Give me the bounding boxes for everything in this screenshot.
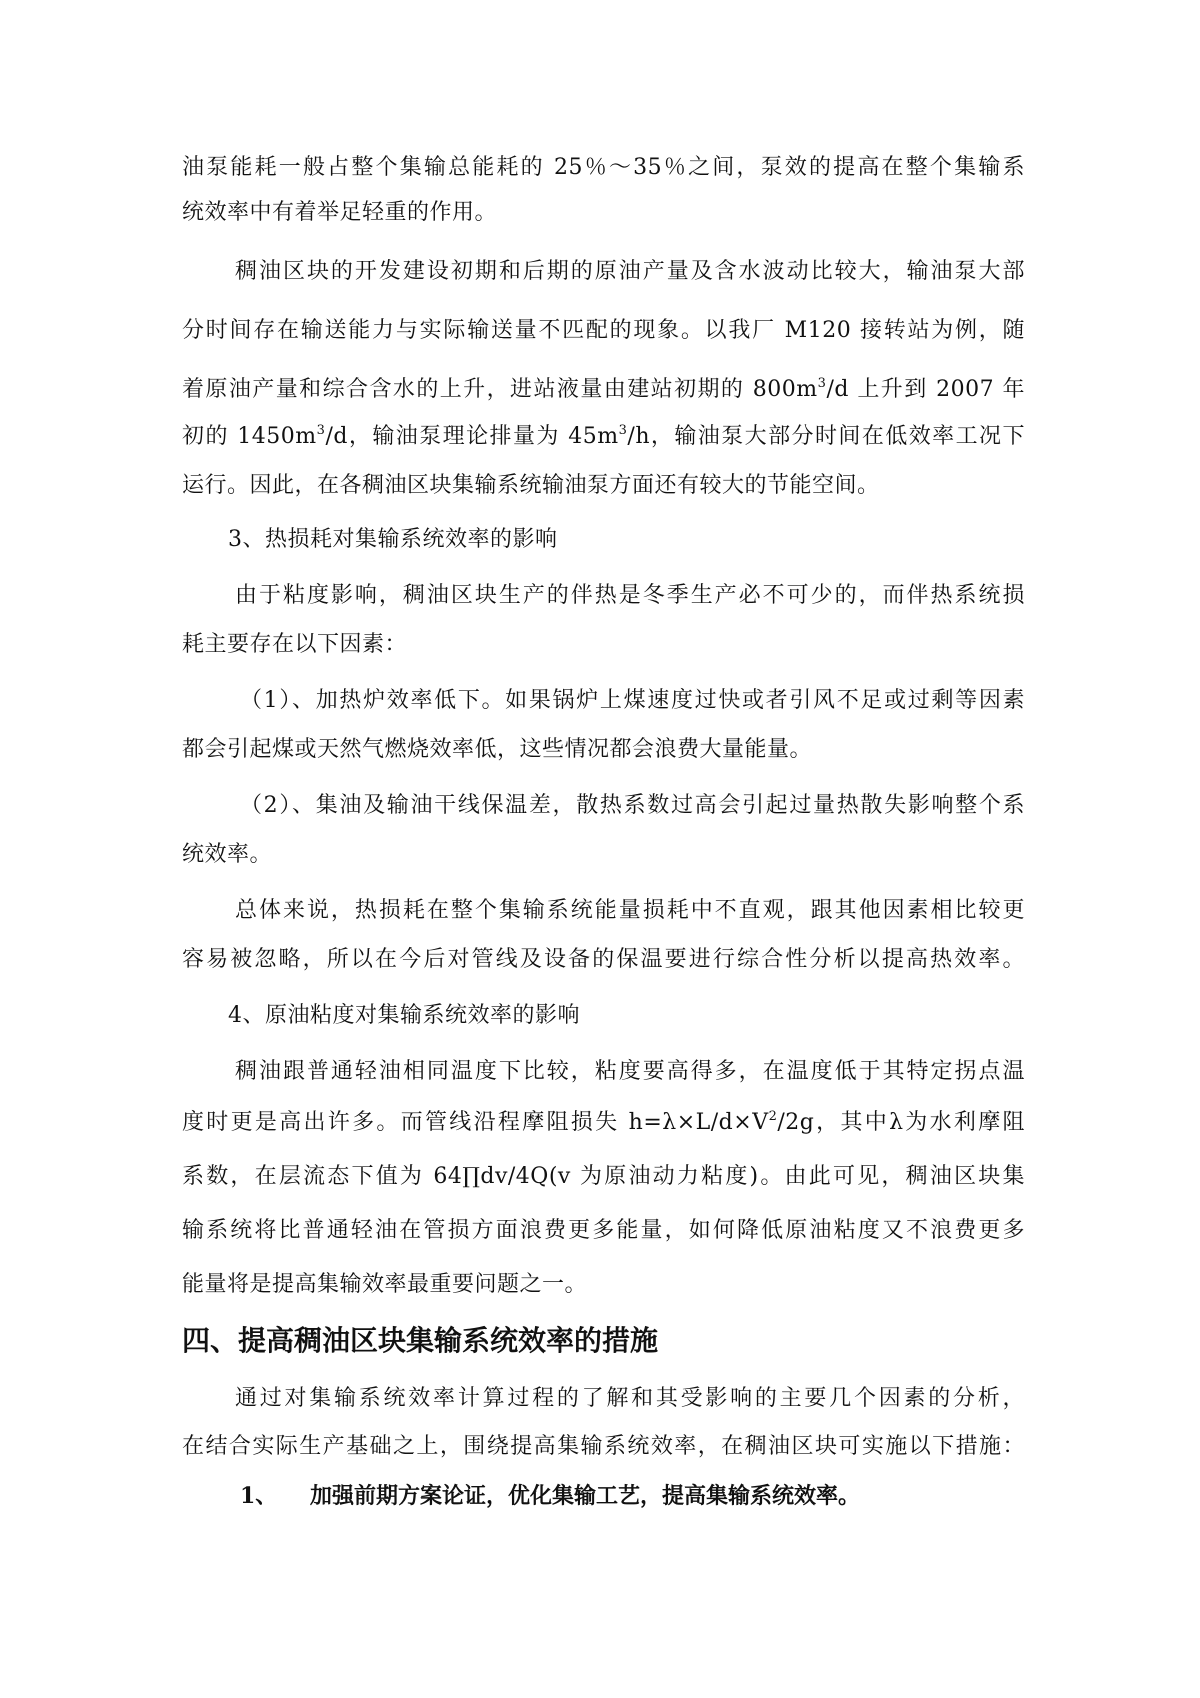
list-item-text: 加强前期方案论证，优化集输工艺，提高集输系统效率。 [310,1483,861,1509]
paragraph-line: 耗主要存在以下因素： [182,632,408,657]
superscript: 3 [316,423,326,438]
superscript: 2 [768,1109,778,1124]
paragraph-line: 输系统将比普通轻油在管损方面浪费更多能量，如何降低原油粘度又不浪费更多 [182,1218,1025,1243]
list-item-number: 1、 [240,1483,278,1509]
paragraph-line: 稠油跟普通轻油相同温度下比较，粘度要高得多，在温度低于其特定拐点温 [235,1059,1025,1084]
paragraph-line: 统效率。 [182,842,273,867]
text-span: 着原油产量和综合含水的上升，进站液量由建站初期的 800m [182,377,818,402]
paragraph-line: 油泵能耗一般占整个集输总能耗的 25％～35％之间，泵效的提高在整个集输系 [182,155,1025,180]
text-span: 度时更是高出许多。而管线沿程摩阻损失 h=λ×L/d×V [182,1110,769,1135]
paragraph-line: 容易被忽略，所以在今后对管线及设备的保温要进行综合性分析以提高热效率。 [182,947,1025,972]
paragraph-line [182,375,1025,405]
text-span: 初的 1450m [182,424,317,449]
paragraph-line: 分时间存在输送能力与实际输送量不匹配的现象。以我厂 M120 接转站为例，随 [182,318,1025,343]
superscript: 3 [618,423,628,438]
paragraph-line: 能量将是提高集输效率最重要问题之一。 [182,1272,588,1297]
superscript: 3 [817,376,827,391]
paragraph-line: 由于粘度影响，稠油区块生产的伴热是冬季生产必不可少的，而伴热系统损 [235,583,1025,608]
paragraph-line: 在结合实际生产基础之上，围绕提高集输系统效率，在稠油区块可实施以下措施： [182,1434,1025,1459]
paragraph-line: 系数，在层流态下值为 64∏dv/4Q(v 为原油动力粘度)。由此可见，稠油区块集 [182,1164,1025,1189]
paragraph-line: 稠油区块的开发建设初期和后期的原油产量及含水波动比较大，输油泵大部 [235,259,1025,284]
section-subheading: 4、原油粘度对集输系统效率的影响 [228,1003,580,1028]
paragraph-line: （2）、集油及输油干线保温差，散热系数过高会引起过量热散失影响整个系 [240,793,1025,818]
paragraph-line: 都会引起煤或天然气燃烧效率低，这些情况都会浪费大量能量。 [182,737,813,762]
paragraph-line: 统效率中有着举足轻重的作用。 [182,200,498,225]
paragraph-line: 总体来说，热损耗在整个集输系统能量损耗中不直观，跟其他因素相比较更 [235,898,1025,923]
paragraph-line: （1）、加热炉效率低下。如果锅炉上煤速度过快或者引风不足或过剩等因素 [240,688,1025,713]
section-subheading: 3、热损耗对集输系统效率的影响 [228,527,558,552]
text-span: /2g，其中λ为水利摩阻 [777,1110,1026,1135]
paragraph-line: 通过对集输系统效率计算过程的了解和其受影响的主要几个因素的分析， [235,1386,1025,1411]
text-span: /d，输油泵理论排量为 45m [325,424,619,449]
section-heading: 四、提高稠油区块集输系统效率的措施 [182,1324,659,1357]
paragraph-line: 运行。因此，在各稠油区块集输系统输油泵方面还有较大的节能空间。 [182,473,880,498]
paragraph-line [182,1108,1025,1138]
paragraph-line [182,422,1025,452]
text-span: /h，输油泵大部分时间在低效率工况下 [627,424,1025,449]
text-span: /d 上升到 2007 年 [826,377,1025,402]
